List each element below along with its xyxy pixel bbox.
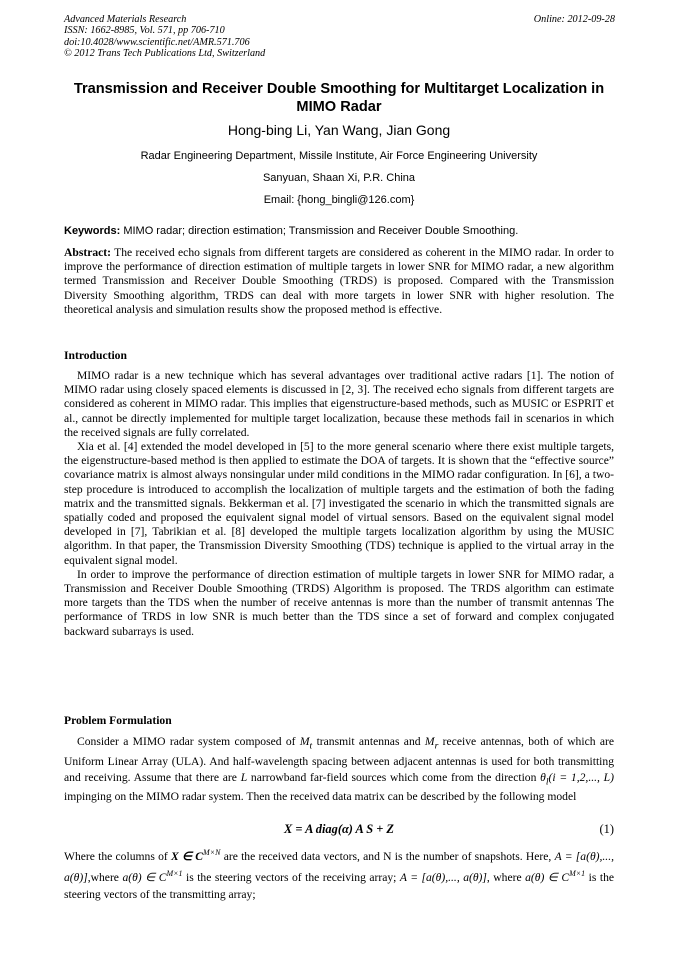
doi-line: doi:10.4028/www.scientific.net/AMR.571.706: [64, 36, 250, 48]
journal-metadata: [64, 14, 265, 60]
section-heading-problem-formulation: Problem Formulation: [64, 714, 172, 727]
pf-paragraph-1: Consider a MIMO radar system composed of $M_t$ transmit antennas and $M_r$ receive antennas, both of which are Uniform Linear Array (ULA). And half-wavelength spacing between adjacent antennas is used for both transmitting and receiving. Assume that there are L narrowband far-field sources which come from the direction $\theta_l(i = 1,2$,..., L) impinging on the MIMO radar system. Then the received data matrix can be described by the following model: [64, 735, 615, 804]
paper-title: Transmission and Receiver Double Smoothing for Multitarget Localization in MIMO Radar: [73, 81, 605, 115]
address: Sanyuan, Shaan Xi, P.R. China: [262, 172, 416, 184]
copyright-line: © 2012 Trans Tech Publications Ltd, Switzerland: [64, 48, 266, 60]
abstract-label: Abstract:: [64, 246, 112, 259]
abstract-text: The received echo signals from different targets are considered as coherent in the MIMO radar. In order to improve the performance of direction estimation of multiple targets in lower SNR for MIMO radar, a new algorithm termed Transmission and Receiver Double Smoothing (TRDS) is proposed. Compared with the Transmission Diversity Smoothing algorithm, TRDS can deal with more targets in lower SNR with higher resolution. The theoretical analysis and simulation results show the proposed method is effective.: [64, 246, 614, 316]
intro-paragraph-1: MIMO radar is a new technique which has several advantages over traditional active radars [1]. The notion of MIMO radar using closely spaced elements is discussed in [2, 3]. The received echo signals from different targets are considered as coherent in MIMO radar. This implies that eigenstructure-based methods, such as MUSIC or ESPRIT et al., cannot be directly implemented for multiple target localization, because these methods fail in scenarios in which the received signals are fully correlated.: [64, 369, 614, 439]
intro-paragraph-3: In order to improve the performance of direction estimation of multiple targets in lower SNR for MIMO radar, a Transmission and Receiver Double Smoothing (TRDS) Algorithm is proposed. The TRDS algorithm can estimate more targets than the TDS when the number of receive antennas is more than the number of transmit antennas The performance of TRDS in low SNR is much better than the TDS since a set of forward and complex conjugated backward subarrays is used.: [64, 567, 614, 638]
intro-paragraph-2: Xia et al. [4] extended the model developed in [5] to the more general scenario where there exist multiple targets, the eigenstructure-based method is then applied to estimate the DOA of targets. It is shown that the “effective source” covariance matrix is almost always nonsingular under mild conditions in the MIMO radar configuration. In [6], a two-step procedure is introduced to accomplish the localization of multiple targets and the estimation of both the fading matrix and the transmitted signals. Bekkerman et al. [7] investigated the scenario in which the transmitted signals are spatially coded and proposed the equivalent signal model of virtual sensors. Based on the equivalent signal model developed in [7], Tabrikian et al. [8] developed the multiple targets localization algorithm by using the MUSIC algorithm. In that paper, the Transmission Diversity Smoothing (TDS) technique is applied to the virtual array in the equivalent signal model.: [64, 440, 614, 567]
equation-1-formula: X = A diag(α) A S + Z: [284, 822, 394, 836]
keywords-label: Keywords:: [64, 225, 121, 237]
abstract: [64, 246, 614, 317]
author-list: Hong-bing Li, Yan Wang, Jian Gong: [227, 122, 451, 138]
affiliation: Radar Engineering Department, Missile Institute, Air Force Engineering University: [140, 150, 538, 162]
section-heading-introduction: Introduction: [64, 349, 127, 362]
online-date: Online: 2012-09-28: [533, 14, 615, 25]
journal-name: Advanced Materials Research: [64, 14, 187, 25]
problem-formulation-body: [64, 734, 614, 805]
email: Email: {hong_bingli@126.com}: [263, 194, 415, 206]
introduction-body: [64, 369, 614, 639]
problem-formulation-continued: [64, 844, 614, 903]
equation-1-number: (1): [599, 822, 614, 836]
keywords-text: MIMO radar; direction estimation; Transmission and Receiver Double Smoothing.: [123, 225, 519, 237]
pf-paragraph-2: Where the columns of X ∈ $C^{M\times N}$ are the received data vectors, and N is the number of snapshots. Here, A = [a(θ),..., a(θ)],where a(θ) ∈ $C^{M\times 1}$ is the steering vectors of the receiving array; A = [a(θ),..., a(θ)], where a(θ) ∈ $C^{M\times 1}$ is the steering vectors of the transmitting array;: [64, 848, 615, 901]
keywords: [64, 225, 518, 237]
issn-line: ISSN: 1662-8985, Vol. 571, pp 706-710: [64, 25, 225, 37]
